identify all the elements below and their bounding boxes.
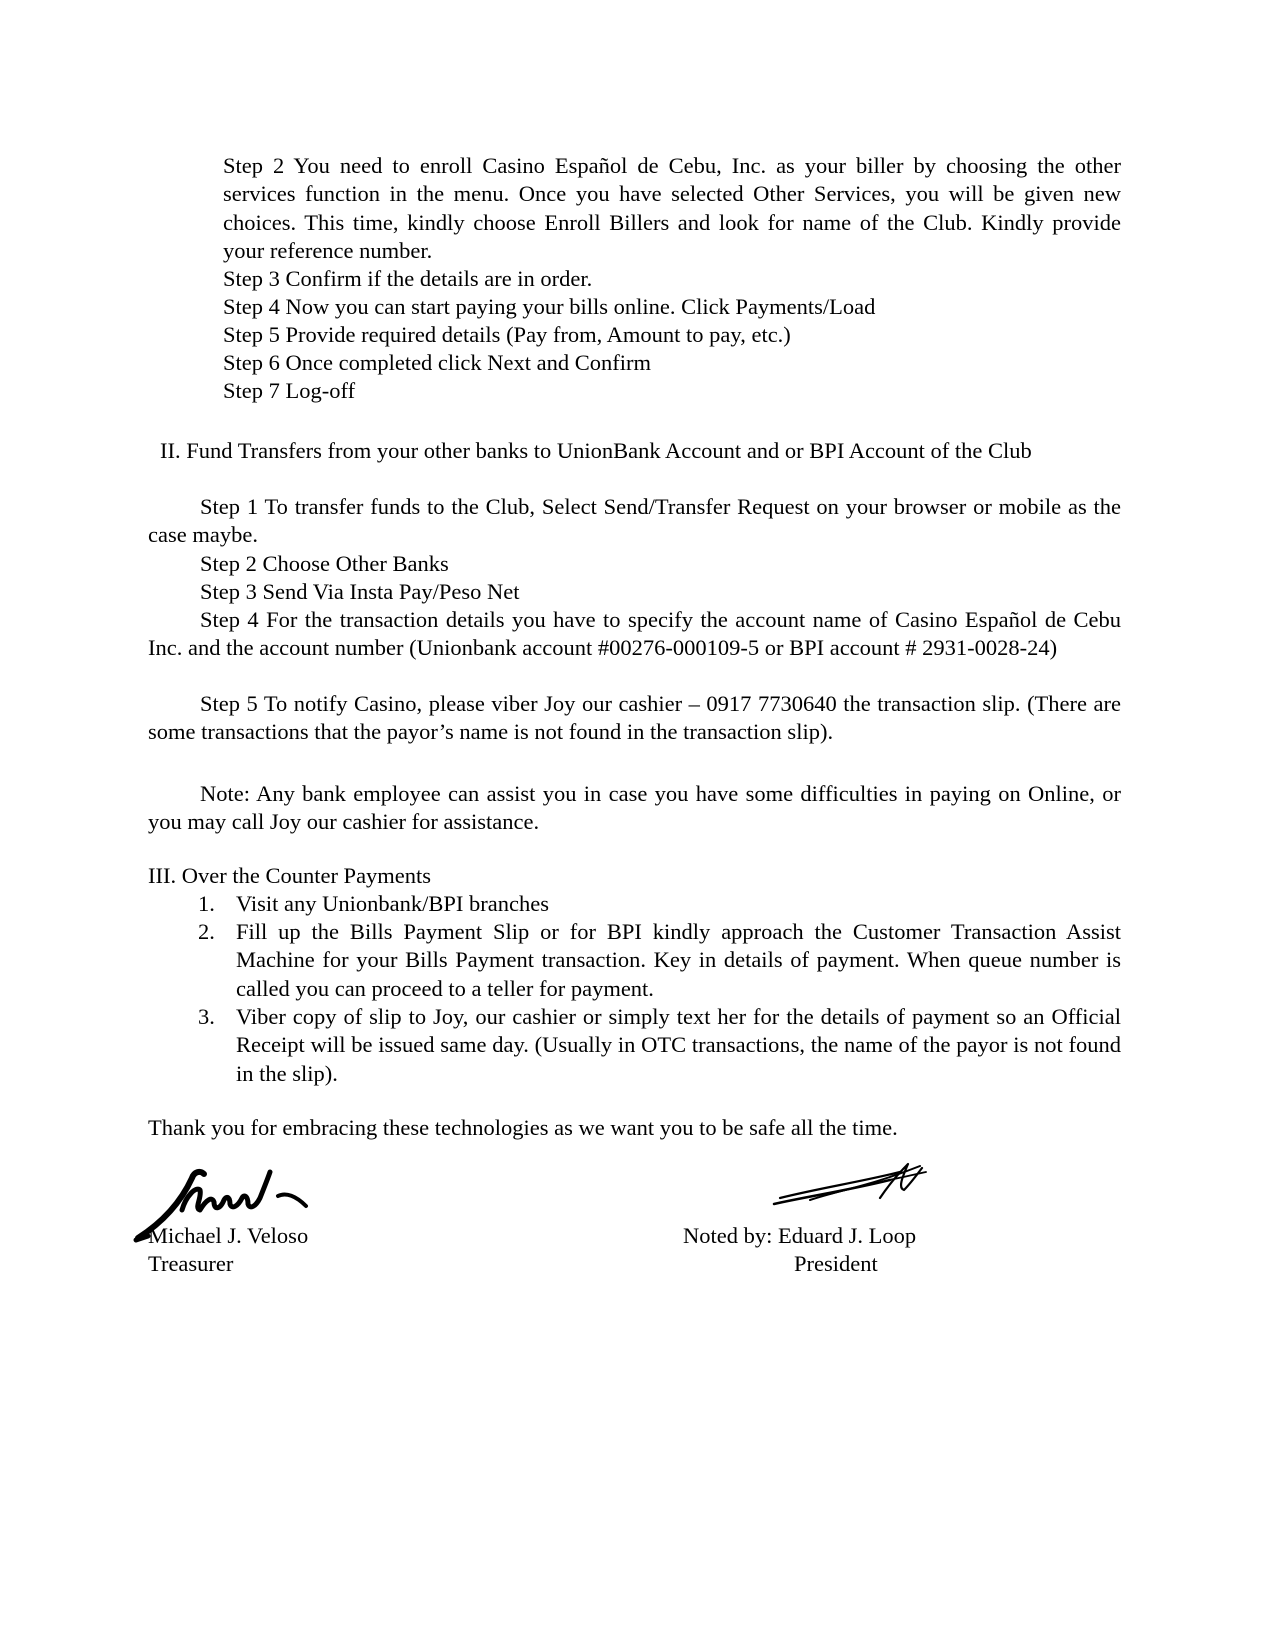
- closing-line: Thank you for embracing these technologies as we want you to be safe all the time.: [148, 1115, 898, 1140]
- list-item-text: Viber copy of slip to Joy, our cashier or simply text her for the details of payment so an Official Receipt will be issued same day. (Usually in OTC transactions, the name of the payor is not found in the slip).: [236, 1004, 1121, 1086]
- list-item-number: 3.: [198, 1004, 215, 1029]
- right-noted-by: Noted by: Eduard J. Loop: [683, 1223, 917, 1248]
- section-iii-heading: III. Over the Counter Payments: [148, 863, 432, 888]
- step6-line: Step 6 Once completed click Next and Confirm: [223, 350, 652, 375]
- section-ii-step2: Step 2 Choose Other Banks: [200, 551, 449, 576]
- section-ii-step4: Step 4 For the transaction details you have to specify the account name of Casino Español de Cebu Inc. and the account number (Unionbank account #00276-000109-5 or BPI account # 2931-0028-24): [148, 607, 1121, 661]
- right-signatory-title: President: [794, 1251, 878, 1276]
- section-ii-step5: Step 5 To notify Casino, please viber Joy our cashier – 0917 7730640 the transaction slip. (There are some transactions that the payor’s name is not found in the transaction slip).: [148, 691, 1121, 745]
- signature-right: [770, 1160, 930, 1210]
- left-signatory-title: Treasurer: [148, 1251, 234, 1276]
- list-item-number: 2.: [198, 919, 215, 944]
- left-signatory-name: Michael J. Veloso: [148, 1223, 309, 1248]
- list-item-text: Visit any Unionbank/BPI branches: [236, 891, 549, 916]
- section-ii-heading: II. Fund Transfers from your other banks to UnionBank Account and or BPI Account of the Club: [160, 438, 1032, 463]
- step3-line: Step 3 Confirm if the details are in order.: [223, 266, 593, 291]
- section-ii-step3: Step 3 Send Via Insta Pay/Peso Net: [200, 579, 520, 604]
- step2-paragraph: Step 2 You need to enroll Casino Español de Cebu, Inc. as your biller by choosing the other services function in the menu. Once you have selected Other Services, you will be given new choices. This time, kindly choose Enroll Billers and look for name of the Club. Kindly provide your reference number.: [223, 153, 1121, 263]
- note-paragraph: Note: Any bank employee can assist you in case you have some difficulties in paying on Online, or you may call Joy our cashier for assistance.: [148, 781, 1121, 835]
- step4-line: Step 4 Now you can start paying your bills online. Click Payments/Load: [223, 294, 876, 319]
- list-item-text: Fill up the Bills Payment Slip or for BPI kindly approach the Customer Transaction Assist Machine for your Bills Payment transaction. Key in details of payment. When queue number is called you can proceed to a teller for payment.: [236, 919, 1121, 1001]
- step7-line: Step 7 Log-off: [223, 378, 356, 403]
- list-item-number: 1.: [198, 891, 215, 916]
- step5-line: Step 5 Provide required details (Pay from, Amount to pay, etc.): [223, 322, 791, 347]
- section-ii-step1: Step 1 To transfer funds to the Club, Select Send/Transfer Request on your browser or mobile as the case maybe.: [148, 494, 1121, 548]
